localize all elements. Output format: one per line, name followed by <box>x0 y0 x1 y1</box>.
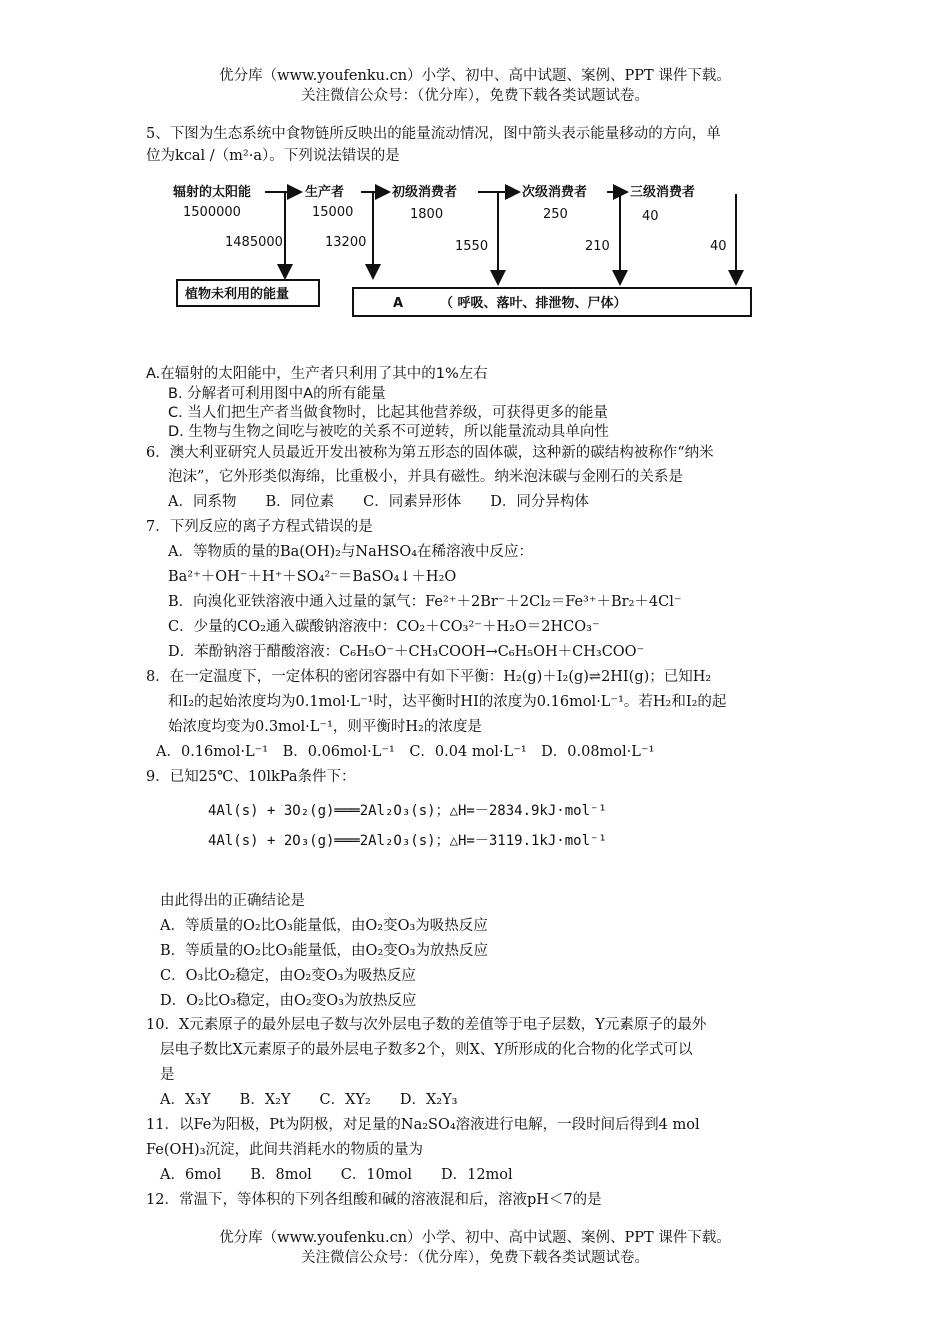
q10-stem-2: 层电子数比X元素原子的最外层电子数多2个，则X、Y所形成的化合物的化学式可以 <box>160 1042 693 1058</box>
q10-stem-3: 是 <box>160 1067 175 1083</box>
q12-stem: 12．常温下，等体积的下列各组酸和碱的溶液混和后，溶液pH＜7的是 <box>146 1192 602 1208</box>
q11-stem-2: Fe(OH)₃沉淀，此间共消耗水的物质的量为 <box>146 1142 424 1158</box>
q10-stem-1: 10．X元素原子的最外层电子数与次外层电子数的差值等于电子层数，Y元素原子的最外 <box>146 1017 707 1033</box>
q9-equation-1: 4Al(s) + 3O₂(g)═══2Al₂O₃(s)；△H=－2834.9kJ·mol⁻¹ <box>208 803 607 819</box>
box-unused-energy-label: 植物未利用的能量 <box>185 287 290 302</box>
node-producer: 生产者 <box>305 185 345 200</box>
q5-option-a: A.在辐射的太阳能中，生产者只利用了其中的1%左右 <box>146 366 488 382</box>
q7-stem: 7．下列反应的离子方程式错误的是 <box>146 519 373 535</box>
down-value-1: 1485000 <box>225 235 283 250</box>
q11-stem-1: 11．以Fe为阳极，Pt为阴极，对足量的Na₂SO₄溶液进行电解，一段时间后得到4 mol <box>146 1117 700 1133</box>
q7-option-a-equation: Ba²⁺＋OH⁻＋H⁺＋SO₄²⁻＝BaSO₄↓＋H₂O <box>168 569 457 585</box>
q6-stem-1: 6．澳大利亚研究人员最近开发出被称为第五形态的固体碳，这种新的碳结构被称作“纳米 <box>146 445 714 461</box>
value-solar: 1500000 <box>183 205 241 220</box>
q8-stem-3: 始浓度均变为0.3mol·L⁻¹，则平衡时H₂的浓度是 <box>168 719 482 735</box>
q9-option-b: B．等质量的O₂比O₃能量低，由O₂变O₃为放热反应 <box>160 943 488 959</box>
q5-option-d: D. 生物与生物之间吃与被吃的关系不可逆转，所以能量流动具单向性 <box>168 424 609 440</box>
down-value-3: 1550 <box>455 239 489 254</box>
q7-option-c: C．少量的CO₂通入碳酸钠溶液中：CO₂＋CO₃²⁻＋H₂O＝2HCO₃⁻ <box>168 619 600 635</box>
q11-options: A．6mol B．8mol C．10mol D．12mol <box>160 1167 513 1183</box>
footer-line-1: 优分库（www.youfenku.cn）小学、初中、高中试题、案例、PPT 课件下载。 <box>219 1230 731 1246</box>
value-producer: 15000 <box>312 205 354 220</box>
q7-option-b: B．向溴化亚铁溶液中通入过量的氯气：Fe²⁺＋2Br⁻＋2Cl₂＝Fe³⁺＋Br₂＋4Cl⁻ <box>168 594 682 610</box>
q6-options: A．同系物 B．同位素 C．同素异形体 D．同分异构体 <box>168 494 589 510</box>
q7-option-a: A．等物质的量的Ba(OH)₂与NaHSO₄在稀溶液中反应： <box>168 544 534 560</box>
node-primary-consumer: 初级消费者 <box>392 185 458 200</box>
q5-option-b: B. 分解者可利用图中A的所有能量 <box>168 386 386 402</box>
header-line-1: 优分库（www.youfenku.cn）小学、初中、高中试题、案例、PPT 课件下载。 <box>219 68 731 84</box>
box-a-label: A <box>393 296 404 311</box>
box-a-detail: （ 呼吸、落叶、排泄物、尸体） <box>440 296 627 311</box>
q7-option-d: D．苯酚钠溶于醋酸溶液：C₆H₅O⁻＋CH₃COOH→C₆H₅OH＋CH₃COO⁻ <box>168 644 645 660</box>
q5-option-c: C. 当人们把生产者当做食物时，比起其他营养级，可获得更多的能量 <box>168 405 608 421</box>
q5-stem-2: 位为kcal /（m²·a）。下列说法错误的是 <box>146 148 400 164</box>
energy-flow-diagram <box>165 176 765 326</box>
q9-option-c: C．O₃比O₂稳定，由O₂变O₃为吸热反应 <box>160 968 416 984</box>
q10-options: A．X₃Y B．X₂Y C．XY₂ D．X₂Y₃ <box>160 1092 458 1108</box>
down-value-5: 40 <box>710 239 727 254</box>
footer-line-2: 关注微信公众号：（优分库），免费下载各类试题试卷。 <box>301 1250 649 1266</box>
q9-stem: 9．已知25℃、10lkPa条件下： <box>146 769 356 785</box>
q8-options: A．0.16mol·L⁻¹ B．0.06mol·L⁻¹ C．0.04 mol·L⁻¹ D．0.08mol·L⁻¹ <box>156 744 655 760</box>
value-tertiary: 40 <box>642 209 659 224</box>
q9-equation-2: 4Al(s) + 2O₃(g)═══2Al₂O₃(s)；△H=－3119.1kJ·mol⁻¹ <box>208 833 607 849</box>
q9-option-d: D．O₂比O₃稳定，由O₂变O₃为放热反应 <box>160 993 417 1009</box>
value-secondary: 250 <box>543 207 568 222</box>
q5-stem-1: 5、下图为生态系统中食物链所反映出的能量流动情况，图中箭头表示能量移动的方向，单 <box>146 126 721 142</box>
q9-lead: 由此得出的正确结论是 <box>160 893 305 909</box>
q6-stem-2: 泡沫”，它外形类似海绵，比重极小，并具有磁性。纳米泡沫碳与金刚石的关系是 <box>168 469 683 485</box>
value-primary: 1800 <box>410 207 444 222</box>
header-line-2: 关注微信公众号：（优分库），免费下载各类试题试卷。 <box>301 88 649 104</box>
q8-stem-2: 和I₂的起始浓度均为0.1mol·L⁻¹时，达平衡时HI的浓度为0.16mol·L⁻¹。若H₂和I₂的起 <box>168 694 727 710</box>
node-secondary-consumer: 次级消费者 <box>522 185 588 200</box>
node-solar-energy: 辐射的太阳能 <box>173 185 252 200</box>
q8-stem-1: 8．在一定温度下，一定体积的密闭容器中有如下平衡：H₂(g)＋I₂(g)⇌2HI(g)；已知H₂ <box>146 669 712 685</box>
down-value-2: 13200 <box>325 235 367 250</box>
q9-option-a: A．等质量的O₂比O₃能量低，由O₂变O₃为吸热反应 <box>160 918 488 934</box>
node-tertiary-consumer: 三级消费者 <box>630 185 696 200</box>
down-value-4: 210 <box>585 239 610 254</box>
